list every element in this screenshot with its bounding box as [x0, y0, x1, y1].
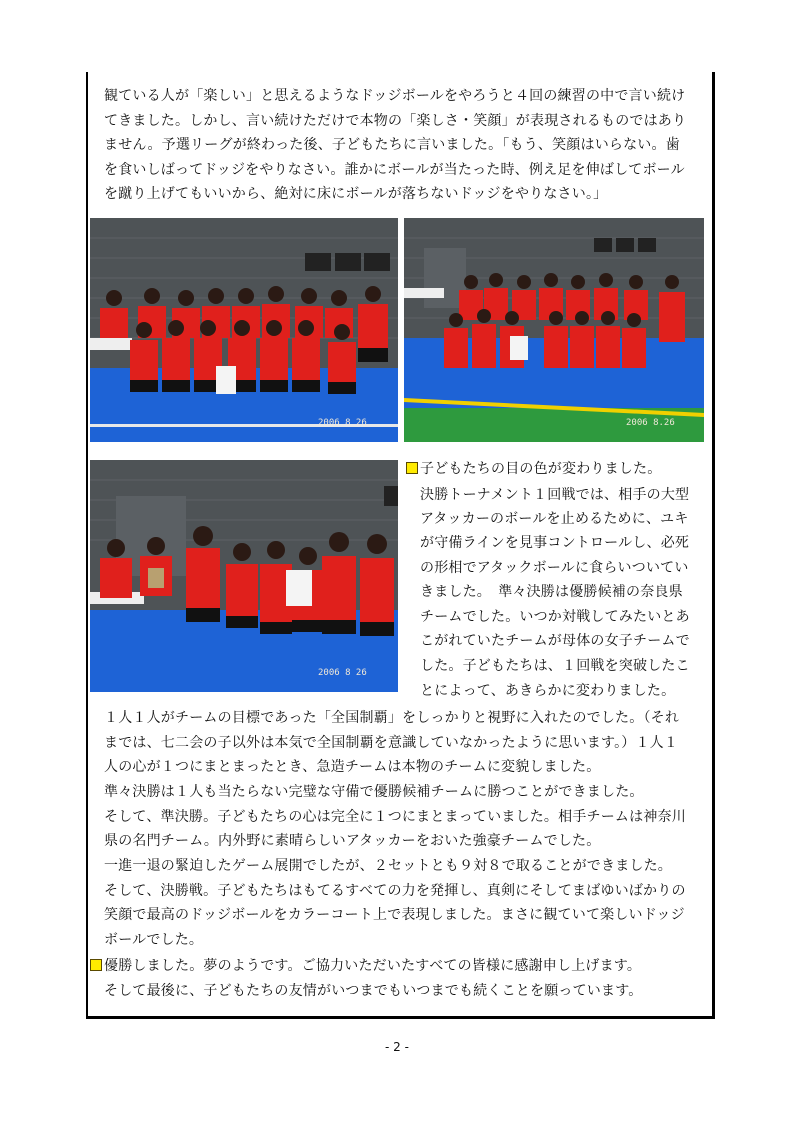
section-line: の形相でアタックボールに食らいついてい	[420, 560, 689, 576]
body-line: ボールでした。	[104, 932, 204, 948]
team-photo-1-image	[90, 218, 398, 442]
intro-line: ません。予選リーグが終わった後、子どもたちに言いました。「もう、笑顔はいらない。歯	[104, 137, 680, 153]
body-line: までは、七二会の子以外は本気で全国制覇を意識していなかったように思います。）１人１	[104, 735, 679, 751]
team-photo-2	[404, 218, 704, 442]
team-photo-2-image	[404, 218, 704, 442]
body-line: 県の名門チーム。内外野に素晴らしいアタッカーをおいた強豪チームでした。	[104, 833, 601, 849]
page-number: - 2 -	[385, 1040, 409, 1054]
body-line: 一進一退の緊迫したゲーム展開でしたが、２セットとも９対８で取ることができました。	[104, 858, 672, 874]
section-line: とによって、あきらかに変わりました。	[420, 683, 676, 699]
photo-date-stamp: 2006 8 26	[318, 418, 367, 428]
section-line: が守備ラインを見事コントロールし、必死	[420, 535, 690, 551]
intro-line: を食いしばってドッジをやりなさい。誰かにボールが当たった時、例え足を伸ばしてボール	[104, 162, 685, 178]
section-heading	[406, 458, 661, 480]
section-line: 決勝トーナメント１回戦では、相手の大型	[420, 487, 690, 503]
body-line: 笑顔で最高のドッジボールをカラーコート上で表現しました。まさに観ていて楽しいドッジ	[104, 907, 685, 923]
section-line: した。子どもたちは、１回戦を突破したこ	[420, 658, 690, 674]
photo-date-stamp: 2006 8 26	[318, 668, 367, 678]
team-photo-1	[90, 218, 398, 442]
body-line: １人１人がチームの目標であった「全国制覇」をしっかりと視野に入れたのでした。（それ	[104, 710, 680, 726]
body-line: 準々決勝は１人も当たらない完璧な守備で優勝候補チームに勝つことができました。	[104, 784, 644, 800]
bullet-icon	[406, 462, 418, 474]
photo-date-stamp: 2006 8.26	[626, 418, 675, 428]
section-line: こがれていたチームが母体の女子チームで	[420, 633, 690, 649]
body-line: そして、決勝戦。子どもたちはもてるすべての力を発揮し、真剣にそしてまばゆいばかりの	[104, 883, 686, 899]
intro-line: 観ている人が「楽しい」と思えるようなドッジボールをやろうと４回の練習の中で言い続け	[104, 88, 686, 104]
section-heading	[90, 955, 641, 977]
bullet-icon	[90, 959, 102, 971]
intro-line: を蹴り上げてもいいから、絶対に床にボールが落ちないドッジをやりなさい。」	[104, 186, 608, 202]
closing-line: そして最後に、子どもたちの友情がいつまでもいつまでも続くことを願っています。	[104, 983, 643, 999]
intro-line: てきました。しかし、言い続けただけで本物の「楽しさ・笑顔」が表現されるものではあり	[104, 113, 687, 129]
body-line: そして、準決勝。子どもたちの心は完全に１つにまとまっていました。相手チームは神奈川	[104, 809, 686, 825]
body-line: 人の心が１つにまとまったとき、急造チームは本物のチームに変貌しました。	[104, 759, 601, 775]
section-line: きました。 準々決勝は優勝候補の奈良県	[420, 584, 683, 600]
team-photo-3-image	[90, 460, 398, 692]
section-heading-text: 優勝しました。夢のようです。ご協力いただいたすべての皆様に感謝申し上げます。	[104, 958, 642, 974]
section-line: チームでした。いつか対戦してみたいとあ	[420, 609, 690, 625]
section-heading-text: 子どもたちの目の色が変わりました。	[420, 461, 662, 477]
team-photo-3	[90, 460, 398, 692]
section-line: アタッカーのボールを止めるために、ユキ	[420, 511, 689, 527]
